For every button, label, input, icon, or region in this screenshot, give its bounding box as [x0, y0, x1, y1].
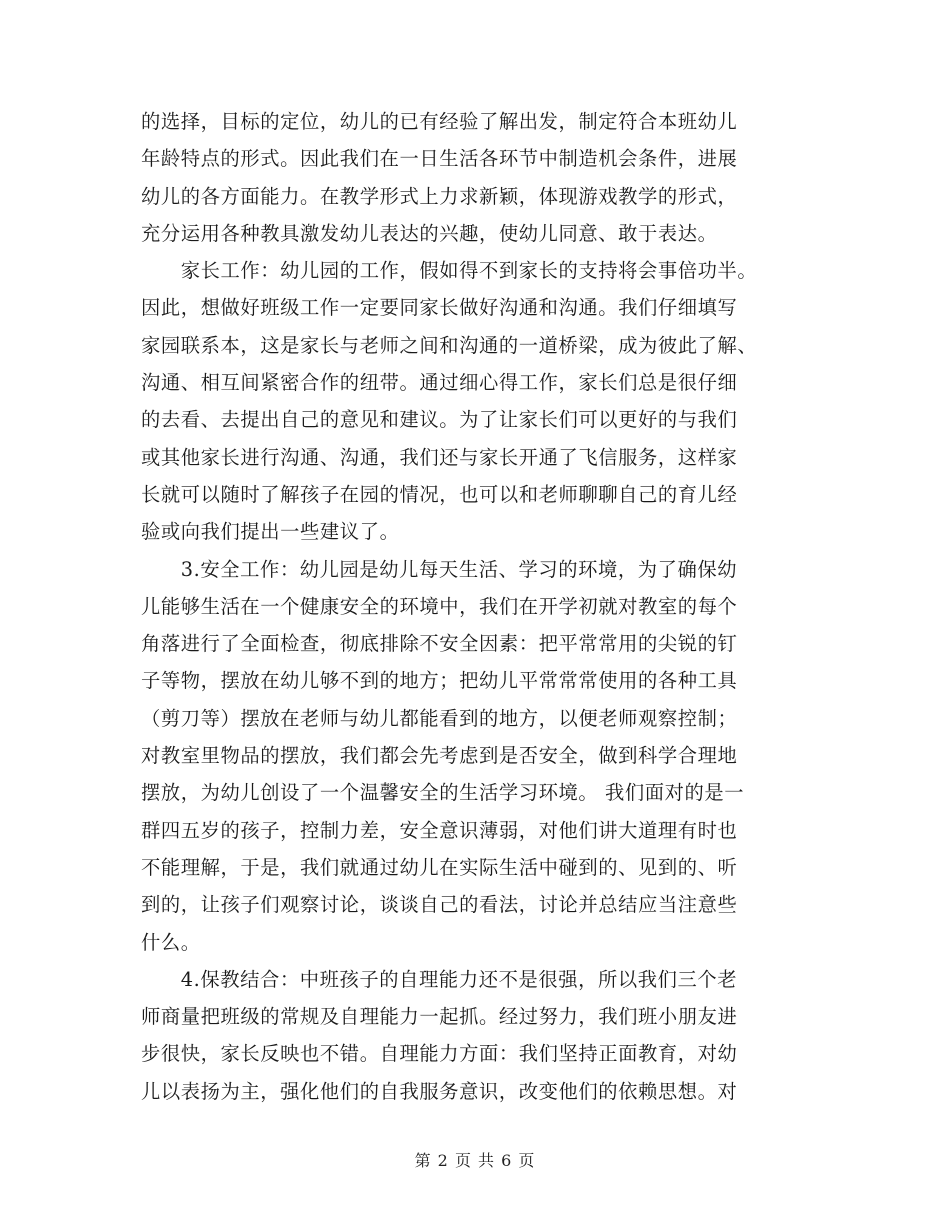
text-line: 验或向我们提出一些建议了。 [141, 520, 400, 544]
text-line: 3.安全工作：幼儿园是幼儿每天生活、学习的环境，为了确保幼 [141, 557, 738, 581]
text-line: 4.保教结合：中班孩子的自理能力还不是很强，所以我们三个老 [141, 967, 738, 991]
text-line: 长就可以随时了解孩子在园的情况，也可以和老师聊聊自己的育儿经 [141, 482, 738, 506]
text-line: 师商量把班级的常规及自理能力一起抓。经过努力，我们班小朋友进 [141, 1005, 738, 1029]
text-line: 幼儿的各方面能力。在教学形式上力求新颖，体现游戏教学的形式， [141, 184, 738, 208]
text-line: 家长工作：幼儿园的工作，假如得不到家长的支持将会事倍功半。 [141, 259, 758, 283]
text-line: 什么。 [141, 930, 201, 954]
text-line: 对教室里物品的摆放，我们都会先考虑到是否安全，做到科学合理地 [141, 744, 738, 768]
text-line: 的去看、去提出自己的意见和建议。为了让家长们可以更好的与我们 [141, 408, 738, 432]
text-line: 的选择，目标的定位，幼儿的已有经验了解出发，制定符合本班幼儿 [141, 110, 738, 133]
page-number-footer: 第 2 页 共 6 页 [414, 1151, 536, 1170]
text-line: 家园联系本，这是家长与老师之间和沟通的一道桥梁，成为彼此了解、 [141, 333, 758, 357]
text-line: 摆放，为幼儿创设了一个温馨安全的生活学习环境。 我们面对的是一 [141, 781, 745, 805]
text-line: 不能理解，于是，我们就通过幼儿在实际生活中碰到的、见到的、听 [141, 855, 738, 879]
text-line: 充分运用各种教具激发幼儿表达的兴趣，使幼儿同意、敢于表达。 [141, 221, 718, 245]
text-line: 到的，让孩子们观察讨论，谈谈自己的看法，讨论并总结应当注意些 [141, 893, 738, 917]
text-line: 或其他家长进行沟通、沟通，我们还与家长开通了飞信服务，这样家 [141, 445, 738, 469]
document-body [141, 103, 806, 1110]
text-line: 沟通、相互间紧密合作的纽带。通过细心得工作，家长们总是很仔细 [141, 371, 738, 395]
text-line: 儿能够生活在一个健康安全的环境中，我们在开学初就对教室的每个 [141, 594, 738, 618]
text-line: 步很快，家长反映也不错。自理能力方面：我们坚持正面教育，对幼 [141, 1042, 738, 1066]
text-line: 因此，想做好班级工作一定要同家长做好沟通和沟通。我们仔细填写 [141, 296, 738, 320]
text-line: （剪刀等）摆放在老师与幼儿都能看到的地方，以便老师观察控制； [141, 706, 738, 730]
text-line: 群四五岁的孩子，控制力差，安全意识薄弱，对他们讲大道理有时也 [141, 818, 738, 842]
text-line: 角落进行了全面检查，彻底排除不安全因素：把平常常用的尖锐的钉 [141, 632, 738, 656]
text-line: 子等物，摆放在幼儿够不到的地方；把幼儿平常常常使用的各种工具 [141, 669, 738, 693]
text-line: 儿以表扬为主，强化他们的自我服务意识，改变他们的依赖思想。对 [141, 1079, 738, 1103]
text-line: 年龄特点的形式。因此我们在一日生活各环节中制造机会条件，进展 [141, 147, 738, 171]
